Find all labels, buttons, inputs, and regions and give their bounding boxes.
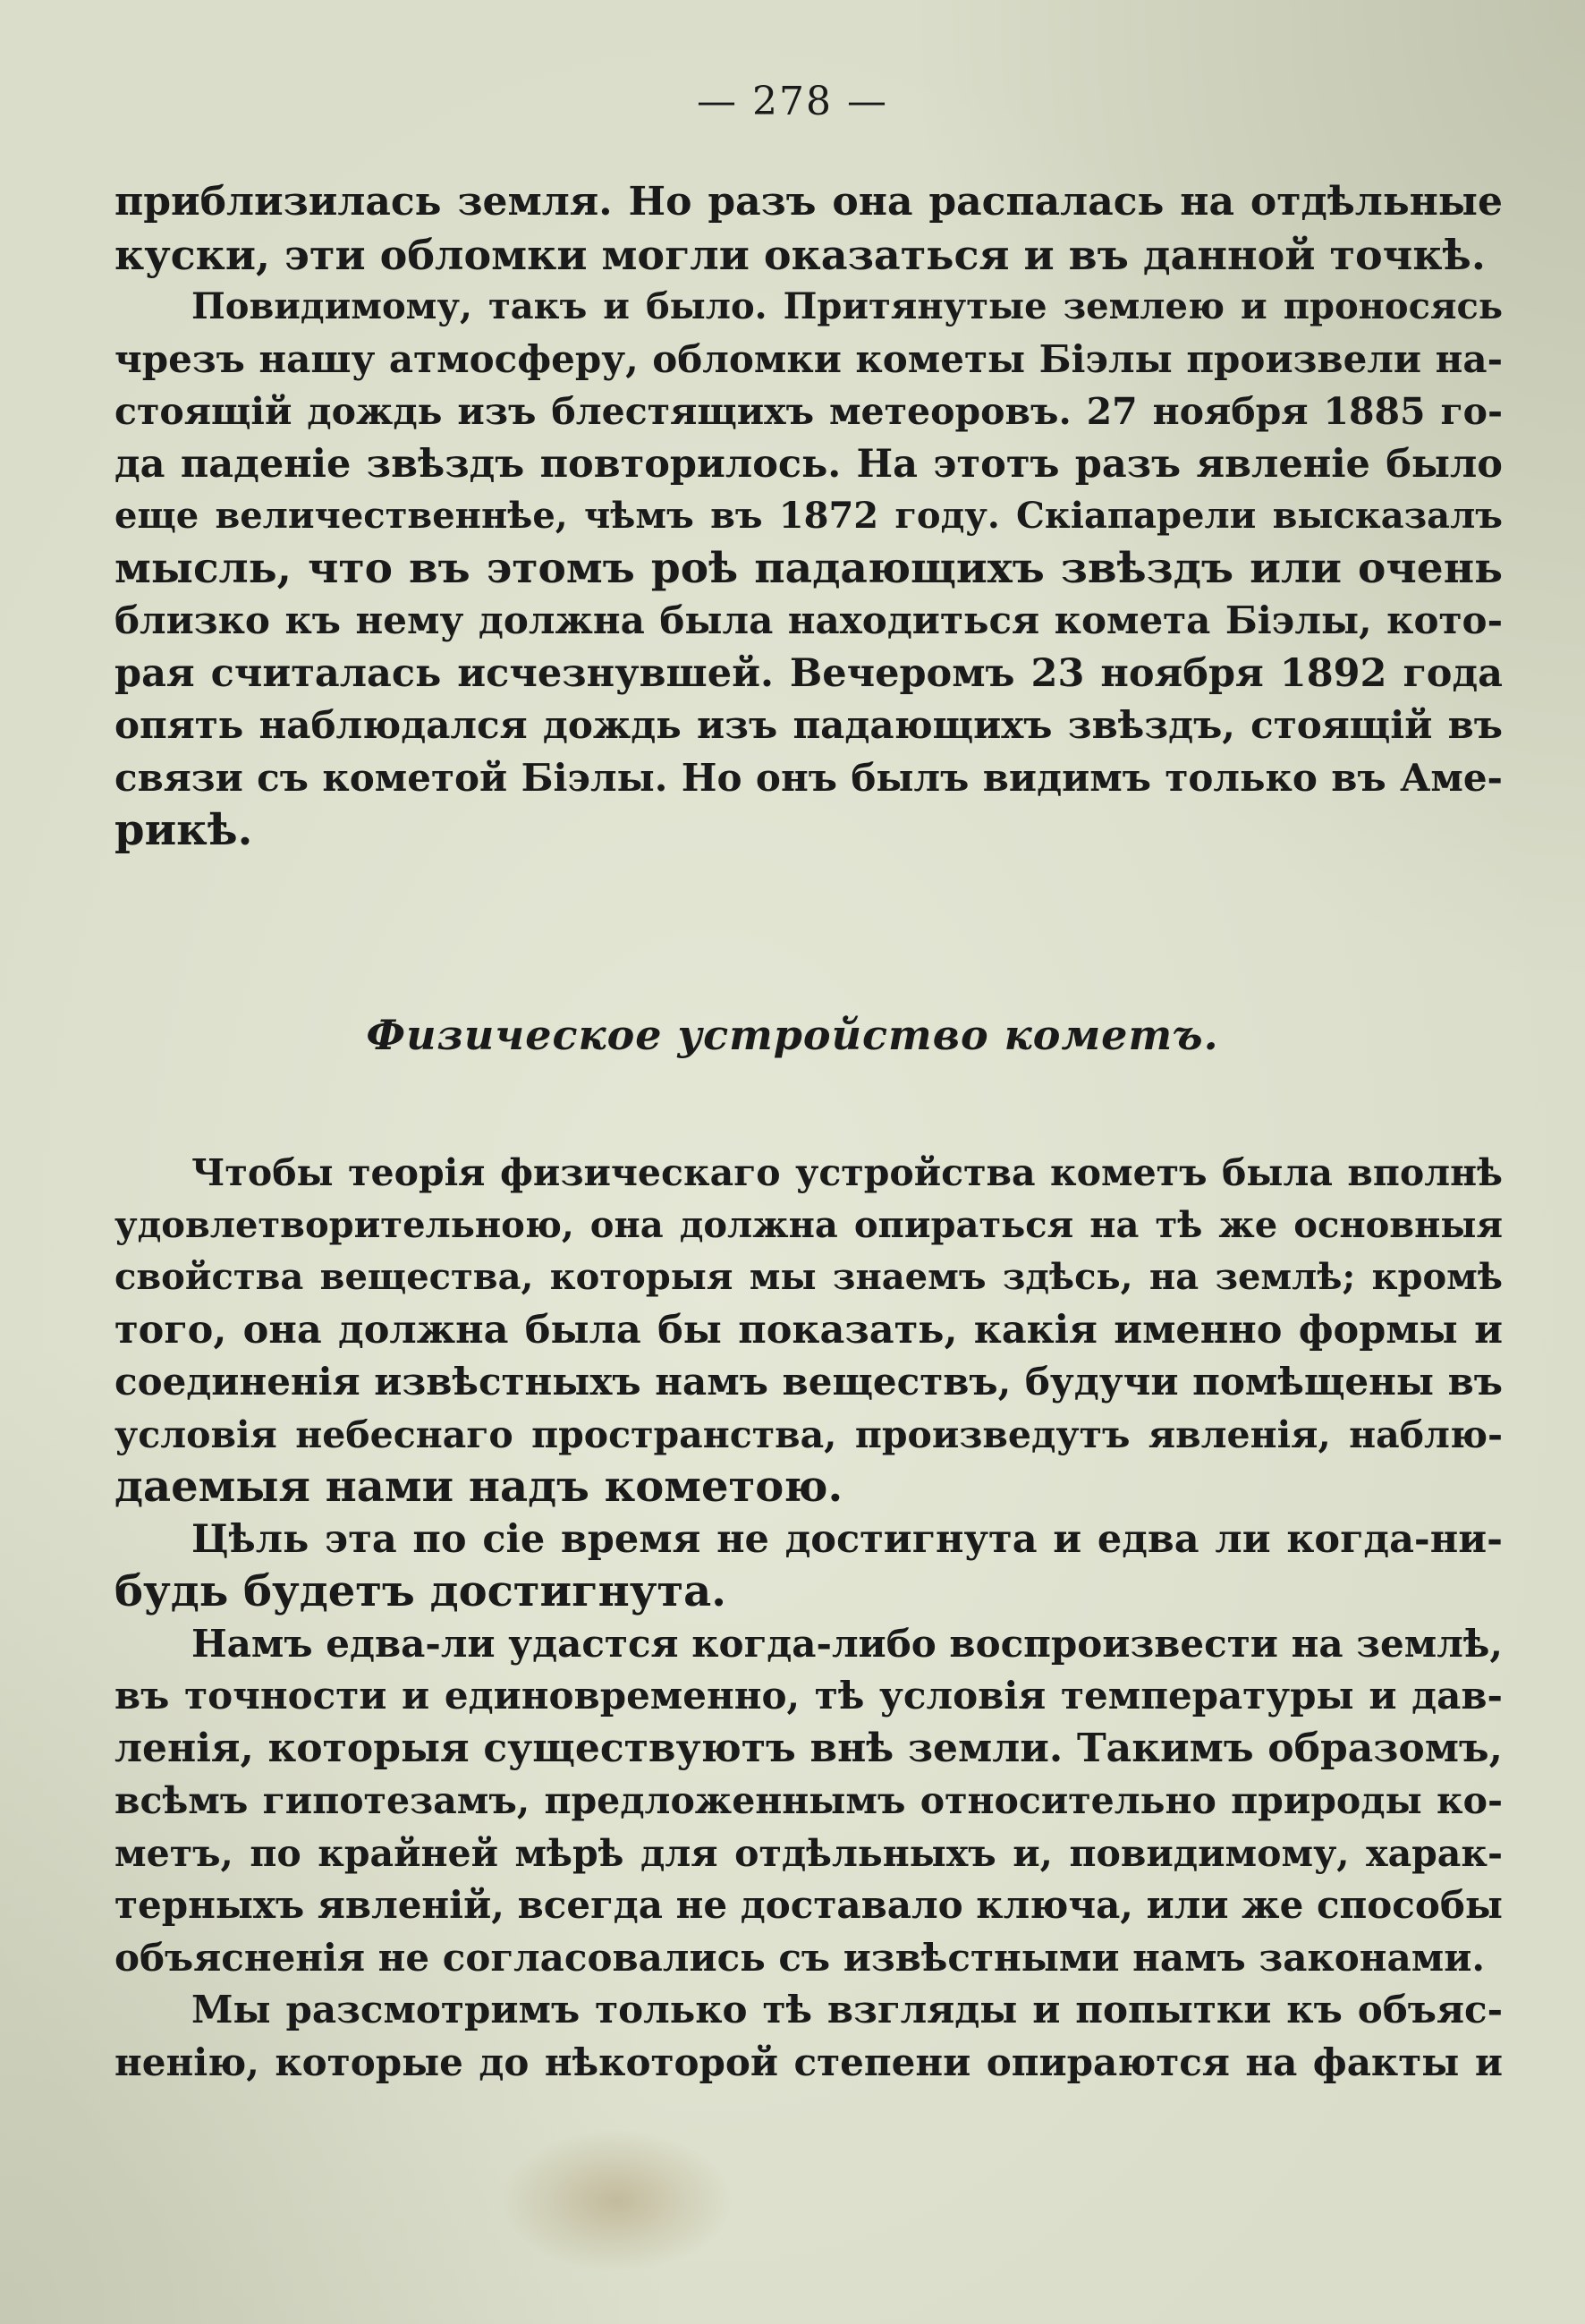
text-line: условія небеснаго пространства, произведутъ явленія, наблю-	[114, 1412, 1503, 1456]
text-line: близко къ нему должна была находиться комета Біэлы, кото-	[114, 598, 1503, 642]
section-heading: Физическое устройство кометъ.	[366, 1011, 1219, 1059]
text-line: приблизилась земля. Но разъ она распалась на отдѣльные	[114, 179, 1503, 225]
text-line: ненію, которые до нѣкоторой степени опираются на факты и	[114, 2040, 1503, 2084]
text-line: свойства вещества, которыя мы знаемъ здѣсь, на землѣ; кромѣ	[114, 1256, 1503, 1298]
text-line: въ точности и единовременно, тѣ условія температуры и дав-	[114, 1674, 1503, 1718]
text-line: Намъ едва-ли удастся когда-либо воспроизвести на землѣ,	[191, 1621, 1503, 1666]
text-line: куски, эти обломки могли оказаться и въ данной точкѣ.	[114, 230, 1486, 279]
text-line: связи съ кометой Біэлы. Но онъ былъ видимъ только въ Аме-	[114, 755, 1503, 800]
text-line: еще величественнѣе, чѣмъ въ 1872 году. Скіапарели высказалъ	[114, 495, 1503, 537]
page-number: — 278 —	[697, 79, 888, 124]
text-line: Мы разсмотримъ только тѣ взгляды и попытки къ объяс-	[191, 1988, 1503, 2031]
text-line: Повидимому, такъ и было. Притянутые землею и проносясь	[191, 285, 1503, 327]
text-line: объясненія не согласовались съ извѣстными намъ законами.	[114, 1935, 1485, 1980]
text-line: удовлетворительною, она должна опираться на тѣ же основныя	[114, 1203, 1503, 1246]
text-line: чрезъ нашу атмосферу, обломки кометы Біэлы произвели на-	[114, 336, 1503, 381]
text-line: да паденіе звѣздъ повторилось. На этотъ разъ явленіе было	[114, 441, 1503, 487]
text-line: рая считалась исчезнувшей. Вечеромъ 23 ноября 1892 года	[114, 650, 1503, 696]
text-line: опять наблюдался дождь изъ падающихъ звѣздъ, стоящій въ	[114, 703, 1503, 747]
text-line: рикѣ.	[114, 805, 253, 855]
text-block-bottom	[114, 1147, 1503, 2089]
text-line: будь будетъ достигнута.	[114, 1566, 726, 1616]
text-line: ленія, которыя существуютъ внѣ земли. Такимъ образомъ,	[114, 1725, 1503, 1771]
text-line: соединенія извѣстныхъ намъ веществъ, будучи помѣщены въ	[114, 1360, 1503, 1404]
text-line: мысль, что въ этомъ роѣ падающихъ звѣздъ или очень	[114, 543, 1503, 593]
text-line: Цѣль эта по сіе время не достигнута и едва ли когда-ни-	[191, 1516, 1503, 1562]
text-line: стоящій дождь изъ блестящихъ метеоровъ. 27 ноября 1885 го-	[114, 390, 1503, 433]
text-line: всѣмъ гипотезамъ, предложеннымъ относительно природы ко-	[114, 1779, 1503, 1822]
paper-stain	[501, 2129, 733, 2272]
text-line: метъ, по крайней мѣрѣ для отдѣльныхъ и, повидимому, харак-	[114, 1831, 1503, 1875]
text-line: Чтобы теорія физическаго устройства кометъ была вполнѣ	[191, 1151, 1503, 1194]
text-line: того, она должна была бы показать, какія именно формы и	[114, 1307, 1503, 1353]
text-line: даемыя нами надъ кометою.	[114, 1462, 843, 1512]
text-line: терныхъ явленій, всегда не доставало ключа, или же способы	[114, 1883, 1503, 1927]
text-block-top	[114, 176, 1503, 857]
